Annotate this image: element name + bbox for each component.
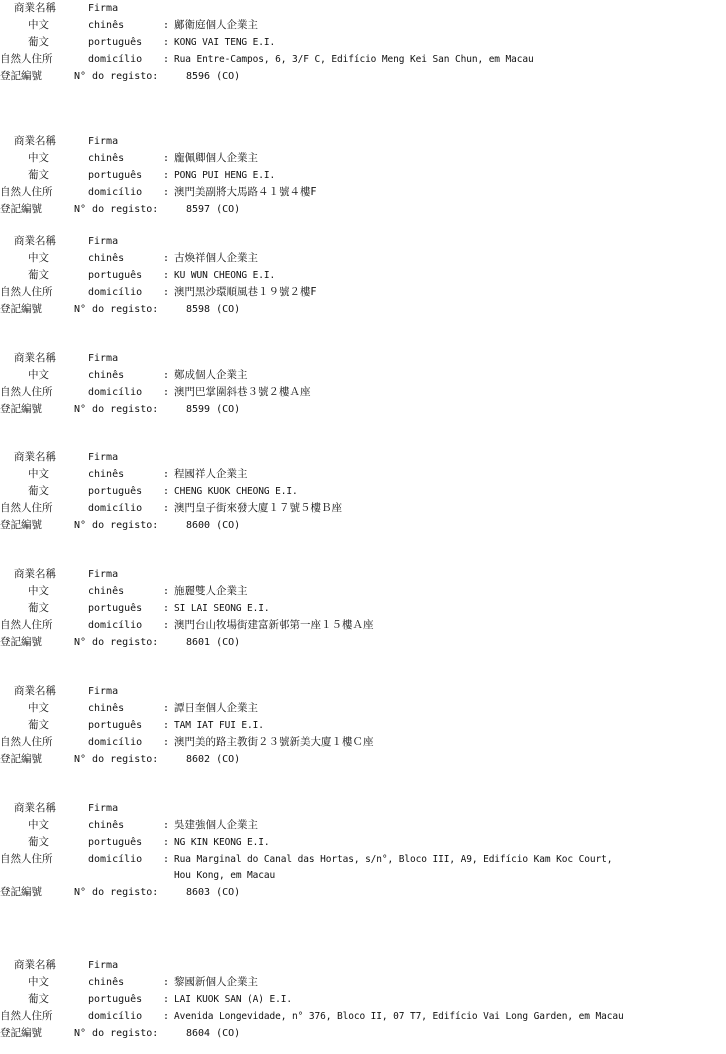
registry-label-zh: 登記編號 xyxy=(0,636,42,648)
firm-label-zh: 商業名稱 xyxy=(14,135,56,147)
chinese-label-zh: 中文 xyxy=(28,819,49,831)
registry-label-zh: 登記編號 xyxy=(0,886,42,898)
registry-entry xyxy=(0,683,726,768)
chinese-name-row xyxy=(0,974,726,991)
chinese-label-pt: chinês xyxy=(88,469,125,480)
portuguese-name-row xyxy=(0,717,726,734)
colon: : xyxy=(163,1011,170,1022)
registry-row xyxy=(0,68,726,85)
domicile-label-zh: 自然人住所 xyxy=(0,286,53,298)
domicile-value: 澳門黑沙環順風巷１９號２樓F xyxy=(174,286,317,298)
portuguese-label-pt: português xyxy=(88,486,143,497)
chinese-name-value: 施麗雙人企業主 xyxy=(174,585,248,597)
portuguese-label-pt: português xyxy=(88,270,143,281)
portuguese-name-value: KU WUN CHEONG E.I. xyxy=(174,270,276,281)
colon: : xyxy=(163,270,170,281)
domicile-label-pt: domicílio xyxy=(88,387,143,398)
firm-label-zh: 商業名稱 xyxy=(14,685,56,697)
domicile-value: 澳門美副將大馬路４１號４樓F xyxy=(174,186,317,198)
colon: : xyxy=(163,586,170,597)
domicile-label-zh: 自然人住所 xyxy=(0,186,53,198)
chinese-label-pt: chinês xyxy=(88,153,125,164)
portuguese-label-zh: 葡文 xyxy=(28,36,49,48)
colon: : xyxy=(163,837,170,848)
colon: : xyxy=(163,854,170,865)
domicile-label-pt: domicílio xyxy=(88,187,143,198)
portuguese-label-zh: 葡文 xyxy=(28,602,49,614)
portuguese-name-row xyxy=(0,34,726,51)
portuguese-name-value: TAM IAT FUI E.I. xyxy=(174,720,264,731)
domicile-label-zh: 自然人住所 xyxy=(0,53,53,65)
firm-label-zh: 商業名稱 xyxy=(14,959,56,971)
domicile-row xyxy=(0,1008,726,1025)
registry-label-zh: 登記編號 xyxy=(0,519,42,531)
domicile-label-pt: domicílio xyxy=(88,1011,143,1022)
registry-label-pt: N° do registo: xyxy=(74,1028,159,1039)
portuguese-label-zh: 葡文 xyxy=(28,269,49,281)
portuguese-name-value: NG KIN KEONG E.I. xyxy=(174,837,270,848)
portuguese-name-row xyxy=(0,600,726,617)
firm-row xyxy=(0,133,726,150)
firm-label-zh: 商業名稱 xyxy=(14,352,56,364)
domicile-value: Hou Kong, em Macau xyxy=(174,870,276,881)
registry-row xyxy=(0,517,726,534)
domicile-row xyxy=(0,851,726,868)
portuguese-name-value: CHENG KUOK CHEONG E.I. xyxy=(174,486,298,497)
registry-row xyxy=(0,884,726,901)
chinese-label-zh: 中文 xyxy=(28,468,49,480)
domicile-value: Rua Marginal do Canal das Hortas, s/n°, Bloco III, A9, Edifício Kam Koc Court, xyxy=(174,854,613,865)
registry-label-pt: N° do registo: xyxy=(74,304,159,315)
firm-row xyxy=(0,566,726,583)
registry-row xyxy=(0,634,726,651)
chinese-label-pt: chinês xyxy=(88,20,125,31)
registry-entry xyxy=(0,957,726,1042)
registry-entry xyxy=(0,449,726,534)
firm-label-pt: Firma xyxy=(88,136,119,147)
domicile-label-pt: domicílio xyxy=(88,737,143,748)
domicile-label-pt: domicílio xyxy=(88,620,143,631)
portuguese-name-value: SI LAI SEONG E.I. xyxy=(174,603,270,614)
domicile-label-pt: domicílio xyxy=(88,54,143,65)
registry-entry xyxy=(0,233,726,318)
chinese-label-pt: chinês xyxy=(88,586,125,597)
chinese-label-zh: 中文 xyxy=(28,19,49,31)
domicile-value: 澳門美的路主教街２３號新美大廈１樓Ｃ座 xyxy=(174,736,374,748)
domicile-label-pt: domicílio xyxy=(88,854,143,865)
chinese-label-pt: chinês xyxy=(88,370,125,381)
domicile-label-pt: domicílio xyxy=(88,287,143,298)
portuguese-label-zh: 葡文 xyxy=(28,169,49,181)
colon: : xyxy=(163,170,170,181)
portuguese-name-row xyxy=(0,834,726,851)
registry-row xyxy=(0,1025,726,1042)
portuguese-name-value: KONG VAI TENG E.I. xyxy=(174,37,276,48)
domicile-label-zh: 自然人住所 xyxy=(0,619,53,631)
registry-label-pt: N° do registo: xyxy=(74,404,159,415)
colon: : xyxy=(163,486,170,497)
portuguese-label-zh: 葡文 xyxy=(28,485,49,497)
registry-number: 8597 (CO) xyxy=(186,204,241,215)
portuguese-label-pt: português xyxy=(88,837,143,848)
domicile-row xyxy=(0,384,726,401)
domicile-value: 澳門台山牧場街建富新邨第一座１５樓Ａ座 xyxy=(174,619,374,631)
domicile-label-zh: 自然人住所 xyxy=(0,386,53,398)
registry-label-pt: N° do registo: xyxy=(74,887,159,898)
colon: : xyxy=(163,387,170,398)
firm-row xyxy=(0,449,726,466)
chinese-label-zh: 中文 xyxy=(28,702,49,714)
colon: : xyxy=(163,20,170,31)
firm-label-pt: Firma xyxy=(88,803,119,814)
chinese-label-pt: chinês xyxy=(88,253,125,264)
portuguese-label-pt: português xyxy=(88,603,143,614)
registry-label-pt: N° do registo: xyxy=(74,71,159,82)
domicile-label-zh: 自然人住所 xyxy=(0,502,53,514)
chinese-label-zh: 中文 xyxy=(28,252,49,264)
registry-row xyxy=(0,751,726,768)
colon: : xyxy=(163,469,170,480)
colon: : xyxy=(163,503,170,514)
registry-entry xyxy=(0,350,726,418)
registry-number: 8603 (CO) xyxy=(186,887,241,898)
domicile-continuation-row xyxy=(0,868,726,884)
firm-label-pt: Firma xyxy=(88,960,119,971)
registry-label-zh: 登記編號 xyxy=(0,303,42,315)
registry-label-zh: 登記編號 xyxy=(0,70,42,82)
chinese-label-zh: 中文 xyxy=(28,152,49,164)
registry-number: 8598 (CO) xyxy=(186,304,241,315)
firm-row xyxy=(0,0,726,17)
chinese-name-row xyxy=(0,583,726,600)
chinese-name-row xyxy=(0,250,726,267)
firm-label-pt: Firma xyxy=(88,353,119,364)
colon: : xyxy=(163,37,170,48)
firm-label-zh: 商業名稱 xyxy=(14,451,56,463)
firm-label-pt: Firma xyxy=(88,569,119,580)
chinese-name-value: 古煥祥個人企業主 xyxy=(174,252,258,264)
domicile-row xyxy=(0,500,726,517)
colon: : xyxy=(163,54,170,65)
chinese-label-zh: 中文 xyxy=(28,369,49,381)
colon: : xyxy=(163,620,170,631)
colon: : xyxy=(163,737,170,748)
chinese-name-row xyxy=(0,367,726,384)
domicile-label-zh: 自然人住所 xyxy=(0,853,53,865)
domicile-row xyxy=(0,284,726,301)
chinese-label-pt: chinês xyxy=(88,977,125,988)
portuguese-label-zh: 葡文 xyxy=(28,836,49,848)
chinese-name-value: 鄺衛庭個人企業主 xyxy=(174,19,258,31)
domicile-row xyxy=(0,51,726,68)
registry-entry xyxy=(0,800,726,901)
registry-number: 8600 (CO) xyxy=(186,520,241,531)
chinese-name-row xyxy=(0,817,726,834)
portuguese-name-value: LAI KUOK SAN (A) E.I. xyxy=(174,994,293,1005)
colon: : xyxy=(163,603,170,614)
firm-label-pt: Firma xyxy=(88,452,119,463)
portuguese-label-pt: português xyxy=(88,994,143,1005)
domicile-label-pt: domicílio xyxy=(88,503,143,514)
chinese-name-value: 程國祥人企業主 xyxy=(174,468,248,480)
colon: : xyxy=(163,287,170,298)
chinese-name-value: 鄭成個人企業主 xyxy=(174,369,248,381)
portuguese-label-pt: português xyxy=(88,170,143,181)
registry-label-pt: N° do registo: xyxy=(74,520,159,531)
firm-label-pt: Firma xyxy=(88,236,119,247)
colon: : xyxy=(163,994,170,1005)
domicile-label-zh: 自然人住所 xyxy=(0,1010,53,1022)
domicile-value: 澳門巴掌圍斜巷３號２樓Ａ座 xyxy=(174,386,311,398)
firm-label-pt: Firma xyxy=(88,3,119,14)
domicile-row xyxy=(0,734,726,751)
colon: : xyxy=(163,703,170,714)
chinese-name-value: 龐佩卿個人企業主 xyxy=(174,152,258,164)
registry-label-zh: 登記編號 xyxy=(0,1027,42,1039)
colon: : xyxy=(163,820,170,831)
portuguese-name-value: PONG PUI HENG E.I. xyxy=(174,170,276,181)
colon: : xyxy=(163,370,170,381)
firm-label-zh: 商業名稱 xyxy=(14,2,56,14)
firm-label-zh: 商業名稱 xyxy=(14,802,56,814)
chinese-label-zh: 中文 xyxy=(28,976,49,988)
registry-number: 8596 (CO) xyxy=(186,71,241,82)
domicile-row xyxy=(0,184,726,201)
registry-label-zh: 登記編號 xyxy=(0,753,42,765)
firm-label-zh: 商業名稱 xyxy=(14,235,56,247)
registry-row xyxy=(0,301,726,318)
colon: : xyxy=(163,977,170,988)
colon: : xyxy=(163,253,170,264)
portuguese-name-row xyxy=(0,483,726,500)
registry-entry xyxy=(0,0,726,85)
registry-row xyxy=(0,401,726,418)
registry-label-pt: N° do registo: xyxy=(74,204,159,215)
registry-label-pt: N° do registo: xyxy=(74,754,159,765)
firm-row xyxy=(0,683,726,700)
firm-row xyxy=(0,233,726,250)
firm-label-pt: Firma xyxy=(88,686,119,697)
chinese-name-value: 吳建強個人企業主 xyxy=(174,819,258,831)
portuguese-name-row xyxy=(0,167,726,184)
domicile-label-zh: 自然人住所 xyxy=(0,736,53,748)
registry-label-zh: 登記編號 xyxy=(0,403,42,415)
chinese-name-row xyxy=(0,150,726,167)
registry-label-zh: 登記編號 xyxy=(0,203,42,215)
firm-label-zh: 商業名稱 xyxy=(14,568,56,580)
registry-number: 8602 (CO) xyxy=(186,754,241,765)
firm-row xyxy=(0,957,726,974)
chinese-name-row xyxy=(0,700,726,717)
domicile-row xyxy=(0,617,726,634)
registry-label-pt: N° do registo: xyxy=(74,637,159,648)
registry-entry xyxy=(0,566,726,651)
colon: : xyxy=(163,187,170,198)
registry-entry xyxy=(0,133,726,218)
domicile-value: 澳門皇子街來發大廈１７號５樓Ｂ座 xyxy=(174,502,342,514)
portuguese-label-zh: 葡文 xyxy=(28,993,49,1005)
portuguese-label-pt: português xyxy=(88,720,143,731)
colon: : xyxy=(163,153,170,164)
registry-number: 8601 (CO) xyxy=(186,637,241,648)
domicile-value: Rua Entre-Campos, 6, 3/F C, Edifício Meng Kei San Chun, em Macau xyxy=(174,54,534,65)
colon: : xyxy=(163,720,170,731)
portuguese-name-row xyxy=(0,267,726,284)
domicile-value: Avenida Longevidade, n° 376, Bloco II, 07 T7, Edifício Vai Long Garden, em Macau xyxy=(174,1011,624,1022)
chinese-name-row xyxy=(0,17,726,34)
portuguese-label-zh: 葡文 xyxy=(28,719,49,731)
chinese-name-row xyxy=(0,466,726,483)
chinese-name-value: 黎國新個人企業主 xyxy=(174,976,258,988)
chinese-label-pt: chinês xyxy=(88,703,125,714)
firm-row xyxy=(0,800,726,817)
chinese-label-zh: 中文 xyxy=(28,585,49,597)
firm-row xyxy=(0,350,726,367)
registry-row xyxy=(0,201,726,218)
registry-number: 8604 (CO) xyxy=(186,1028,241,1039)
registry-number: 8599 (CO) xyxy=(186,404,241,415)
chinese-name-value: 譚日奎個人企業主 xyxy=(174,702,258,714)
portuguese-label-pt: português xyxy=(88,37,143,48)
chinese-label-pt: chinês xyxy=(88,820,125,831)
portuguese-name-row xyxy=(0,991,726,1008)
